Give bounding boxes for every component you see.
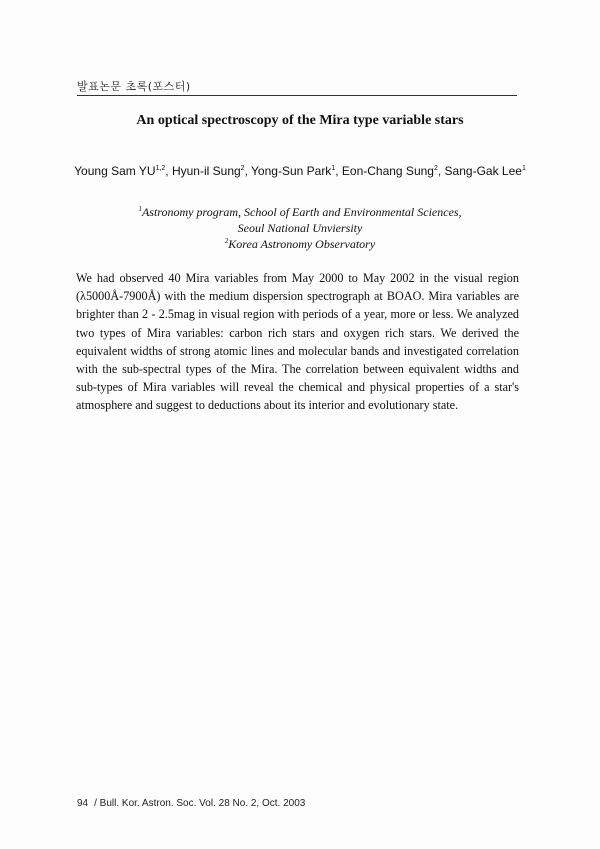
author-name: Young Sam YU — [74, 164, 156, 178]
author-name: Hyun-il Sung — [171, 164, 241, 178]
author-affiliation-mark: 2 — [240, 165, 245, 172]
author-affiliation-mark: 1 — [331, 165, 336, 172]
page-footer — [77, 798, 305, 809]
author-affiliation-mark: 1 — [521, 165, 526, 172]
journal-citation: / Bull. Kor. Astron. Soc. Vol. 28 No. 2, Oct. 2003 — [94, 798, 306, 809]
author-name: Yong-Sun Park — [251, 164, 332, 178]
author-name: Sang-Gak Lee — [444, 164, 522, 178]
affiliation-1-line-1: $^1$Astronomy program, School of Earth and Environmental Sciences, — [138, 205, 462, 219]
author-affiliation-mark: 2 — [433, 165, 438, 172]
abstract-body: We had observed 40 Mira variables from May 2000 to May 2002 in the visual region (λ5000Å-7900Å) with the medium dispersion spectrograph at BOAO. Mira variables are brighter than 2 - 2.5mag in visual region with periods of a year, more or less. We analyzed two types of Mira variables: carbon rich stars and oxygen rich stars. We derived the equivalent widths of strong atomic lines and molecular bands and investigated correlation with the sub-spectral types of the Mira. The correlation between equivalent widths and sub-types of Mira variables will reveal the chemical and physical properties of a star's atmosphere and suggest to deductions about its interior and evolutionary state. — [76, 271, 519, 413]
affiliation-1-line-2: Seoul National Unviersity — [237, 221, 363, 235]
affiliation-2: $^2$Korea Astronomy Observatory — [224, 237, 376, 251]
section-label: 발표논문 초록(포스터) — [77, 80, 191, 93]
page-number: 94 — [77, 798, 89, 809]
author-list: Young Sam YU$^{1,2}$, Hyun-il Sung$^2$, Yong-Sun Park$^1$, Eon-Chang Sung$^2$, Sang-Gak Lee$^1$ — [74, 164, 526, 178]
paper-title: An optical spectroscopy of the Mira type variable stars — [136, 113, 464, 128]
author-affiliation-mark: 1,2 — [155, 165, 166, 172]
author-name: Eon-Chang Sung — [341, 164, 434, 178]
affiliation-mark: 2 — [224, 237, 229, 245]
header-rule — [77, 95, 517, 96]
affiliation-mark: 1 — [138, 205, 142, 213]
